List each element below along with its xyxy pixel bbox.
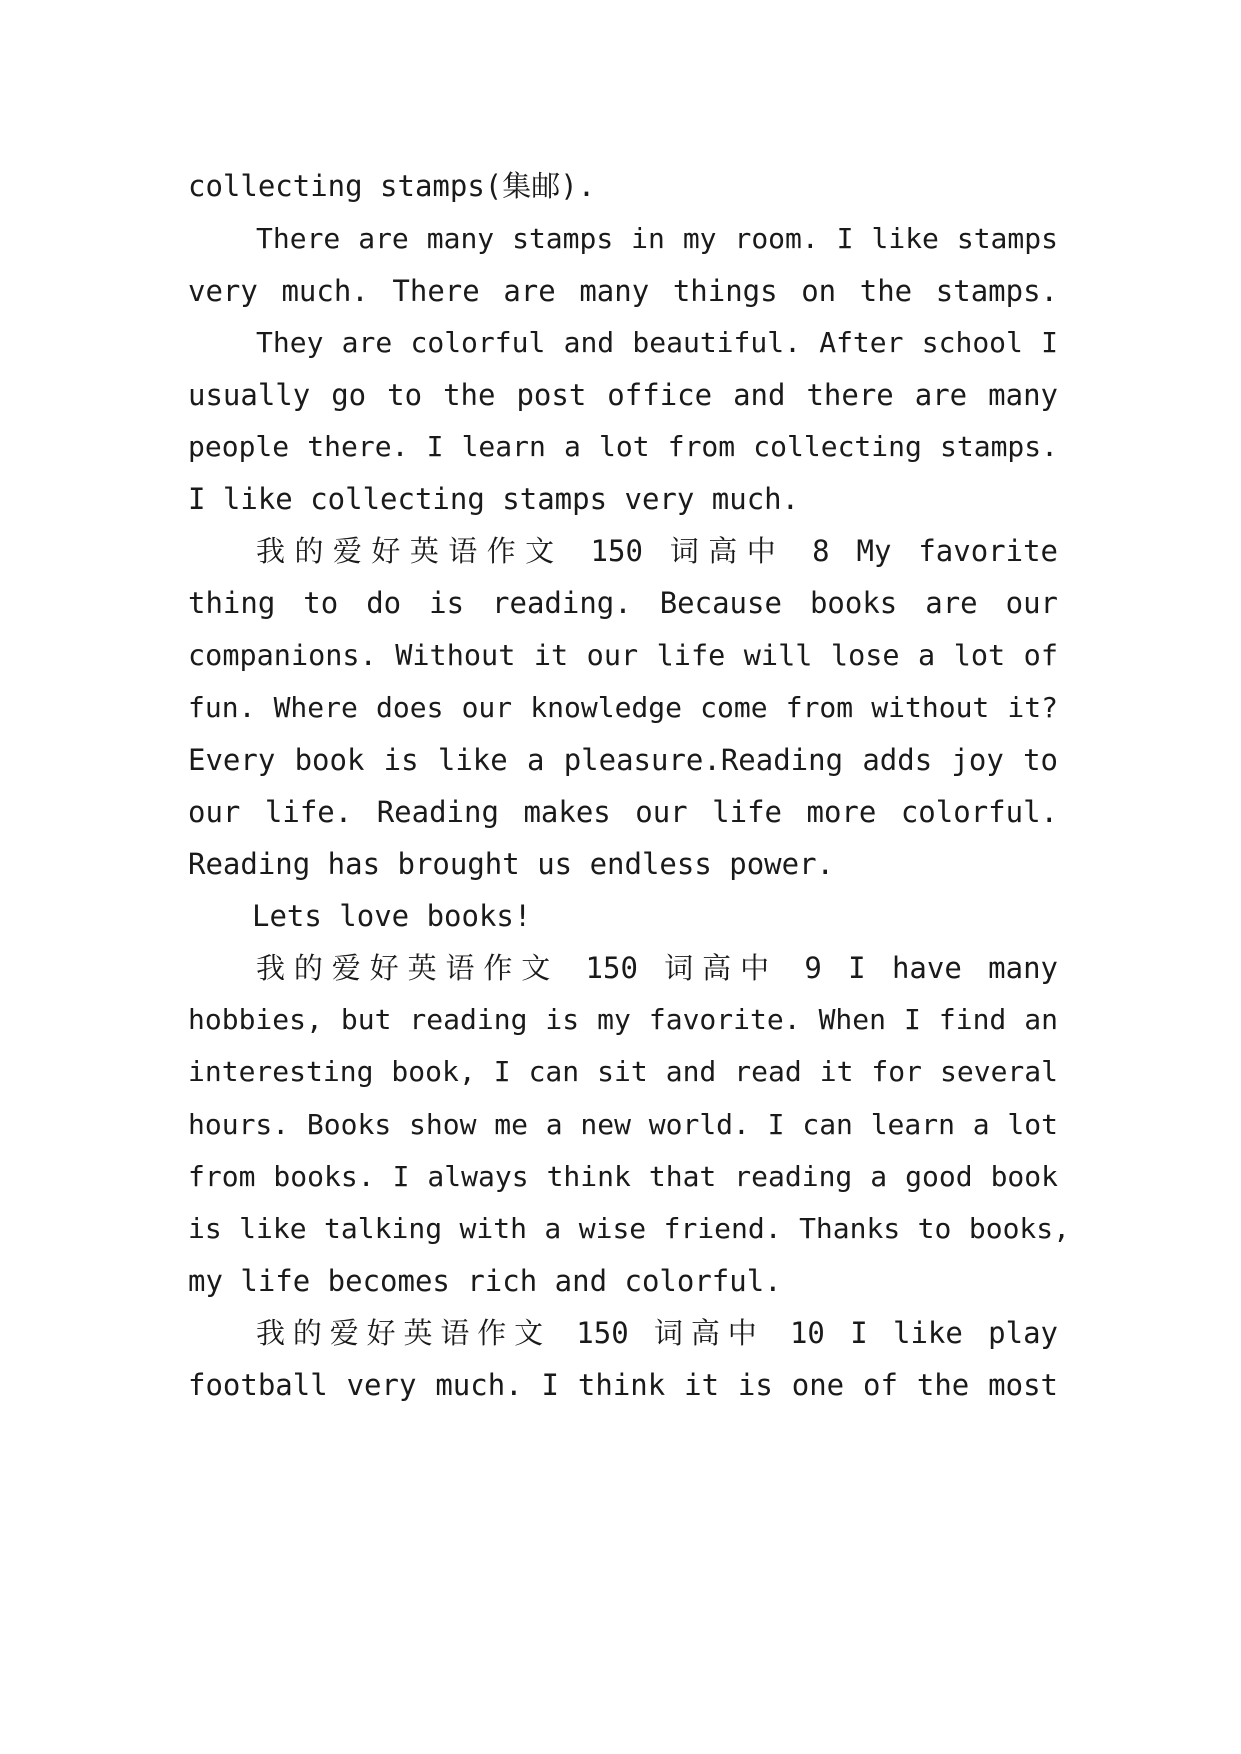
text-line: Reading has brought us endless power.	[188, 847, 835, 881]
essay-heading-line: 我的爱好英语作文 150 词高中 9 I have many	[256, 951, 1058, 985]
text-line: from books. I always think that reading a good book	[188, 1160, 1058, 1193]
paragraph-start-line: Lets love books!	[252, 899, 532, 933]
text-line: I like collecting stamps very much.	[188, 482, 800, 516]
text-line: my life becomes rich and colorful.	[188, 1264, 782, 1298]
text-line: interesting book, I can sit and read it for several	[188, 1055, 1058, 1088]
text-line: football very much. I think it is one of the most	[188, 1368, 1058, 1402]
text-line: people there. I learn a lot from collecting stamps.	[188, 430, 1058, 463]
paragraph-start-line: There are many stamps in my room. I like stamps	[256, 222, 1058, 255]
essay-heading-line: 我的爱好英语作文 150 词高中 10 I like play	[256, 1316, 1058, 1350]
text-line: collecting stamps(集邮).	[188, 169, 596, 203]
text-line: thing to do is reading. Because books are our	[188, 586, 1058, 620]
paragraph-start-line: They are colorful and beautiful. After school I	[256, 326, 1058, 359]
text-line: fun. Where does our knowledge come from without it?	[188, 691, 1058, 724]
text-line: very much. There are many things on the stamps.	[188, 274, 1058, 308]
text-line: Every book is like a pleasure.Reading adds joy to	[188, 743, 1058, 777]
text-line: is like talking with a wise friend. Thanks to books,	[188, 1212, 1070, 1245]
text-line: hobbies, but reading is my favorite. When I find an	[188, 1003, 1058, 1036]
text-line: companions. Without it our life will lose a lot of	[188, 639, 1058, 672]
text-line: our life. Reading makes our life more colorful.	[188, 795, 1058, 829]
essay-heading-line: 我的爱好英语作文 150 词高中 8 My favorite	[256, 534, 1058, 568]
text-line: usually go to the post office and there are many	[188, 378, 1058, 412]
text-line: hours. Books show me a new world. I can learn a lot	[188, 1108, 1058, 1141]
